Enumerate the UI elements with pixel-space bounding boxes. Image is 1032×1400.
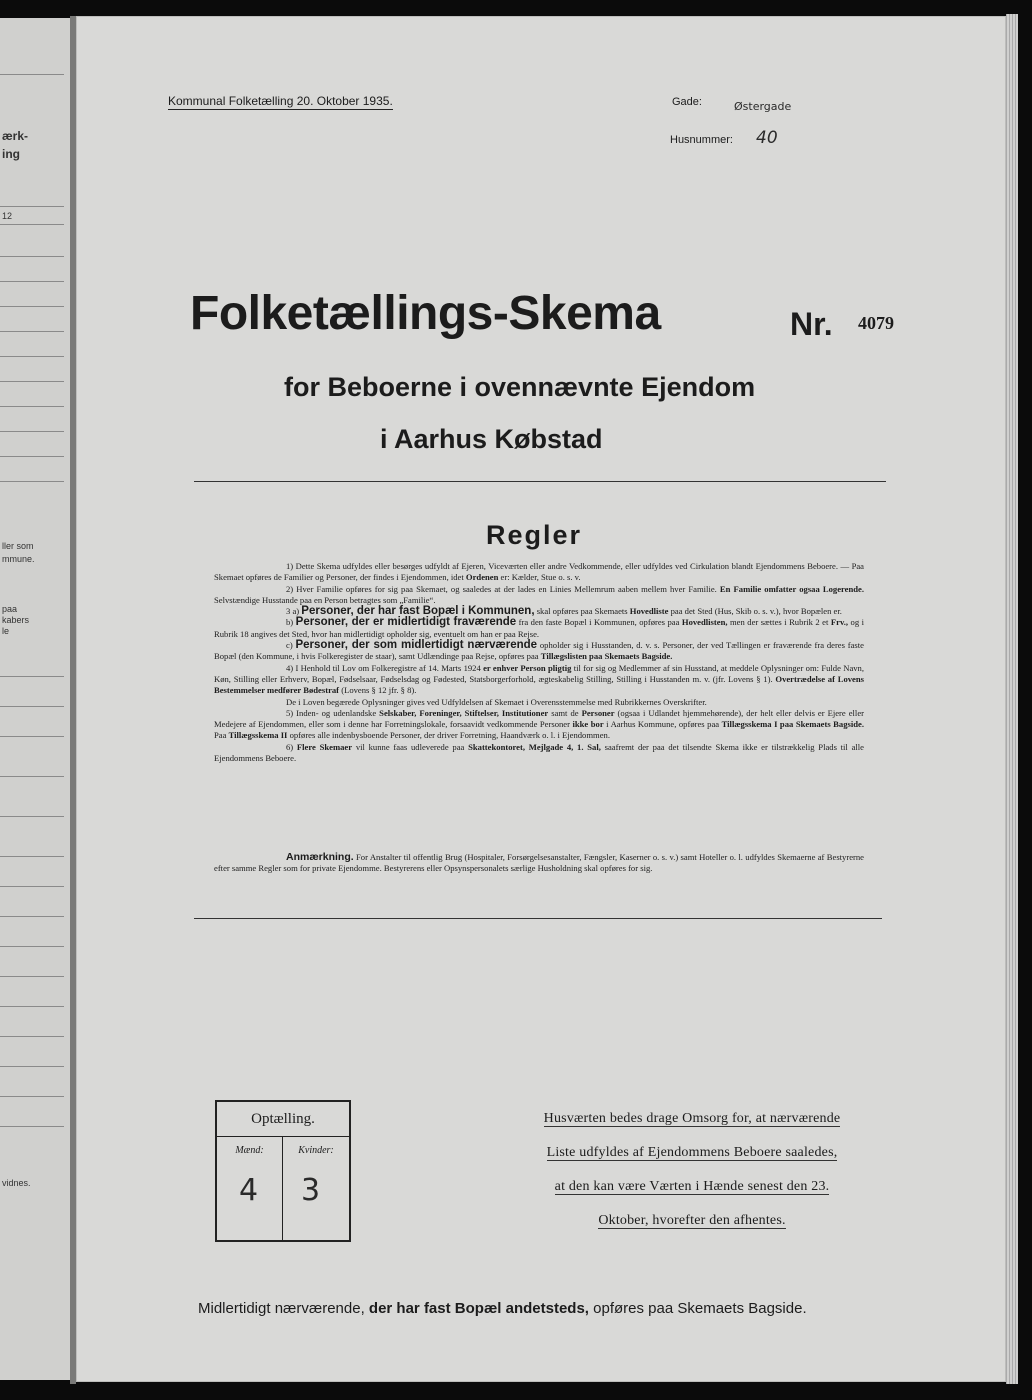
facing-page-fragment: ller som (2, 541, 34, 551)
facing-page (0, 18, 70, 1380)
notice-line: Liste udfyldes af Ejendommens Beboere saaledes, (546, 1145, 838, 1160)
facing-page-fragment: le (2, 626, 10, 636)
women-count: 3 (301, 1173, 321, 1208)
form-location: i Aarhus Købstad (380, 424, 603, 454)
census-form-page (76, 16, 1006, 1382)
census-line: Kommunal Folketælling 20. Oktober 1935. (168, 94, 393, 108)
rules-heading: Regler (486, 520, 583, 550)
notice-line: Husværten bedes drage Omsorg for, at nærværende (543, 1111, 841, 1126)
count-box (215, 1100, 351, 1242)
men-column (217, 1137, 283, 1240)
notice-line: at den kan være Værten i Hænde senest den 23. (554, 1179, 830, 1194)
form-number-value: 4079 (858, 313, 894, 333)
annotation-note: Anmærkning. For Anstalter til offentlig Brug (Hospitaler, Forsørgelsesanstalter, Fængsler, Kaserner o. s. v.) samt Hoteller o. l. udfyldes Skemaerne af Bestyrerne efter samme Regler som for private Ejendomme. Bestyrerens eller Opsynspersonalets særlige Husholdning skal opføres for sig. (214, 851, 864, 874)
women-label: Kvinder: (298, 1145, 334, 1156)
facing-page-fragment: ærk- (2, 129, 29, 143)
facing-page-fragment: paa (2, 604, 18, 614)
form-title: Folketællings-Skema (190, 287, 661, 340)
street-value: Østergade (734, 100, 792, 113)
divider (194, 918, 882, 919)
house-number-label: Husnummer: (670, 134, 733, 146)
house-number-value: 40 (756, 128, 778, 148)
street-label: Gade: (672, 96, 702, 108)
facing-page-fragment: ing (2, 147, 20, 161)
men-count: 4 (239, 1173, 259, 1208)
form-number-label: Nr. (790, 306, 833, 342)
facing-page-fragment: vidnes. (2, 1178, 31, 1188)
count-box-title: Optælling. (217, 1102, 349, 1137)
footer-instruction: Midlertidigt nærværende, der har fast Bopæl andetsteds, opføres paa Skemaets Bagside. (198, 1300, 807, 1317)
annotation-label: Anmærkning. (286, 851, 354, 863)
rules-text: 1) Dette Skema udfyldes eller besørges udfyldt af Ejeren, Viceværten eller andre Vedkommende, eller udfyldes ved Cirkulation blandt Ejendommens Beboere. — Paa Skemaet opføres de Familier og Personer, der findes i Ejendommen, idet Ordenen er: Kælder, Stue o. s. v. 2) Hver Familie opføres for sig paa Skemaet, og saaledes at der lades en Linies Mellemrum aaben mellem hver Familie. En Familie omfatter ogsaa Logerende. Selvstændige Husstande paa en Person betragtes som „Familie“. 3 a) Personer, der har fast Bopæl i Kommunen, skal opføres paa Skemaets Hovedliste paa det Sted (Hus, Skib o. s. v.), hvor Bopælen er. b) Personer, der er midlertidigt fraværende fra den faste Bopæl i Kommunen, opføres paa Hovedlisten, men der sættes i Rubrik 2 et Frv., og i Rubrik 18 angives det Sted, hvor han midlertidigt opholder sig, eventuelt om han er paa Rejse. c) Personer, der som midlertidigt nærværende opholder sig i Husstanden, d. v. s. Personer, der ved Tællingen er fraværende fra deres faste Bopæl (den Kommune, i hvis Folkeregister de staar), samt Udlændinge paa Rejse, opføres paa Tillægslisten paa Skemaets Bagside. 4) I Henhold til Lov om Folkeregistre af 14. Marts 1924 er enhver Person pligtig til for sig og Medlemmer af sin Husstand, at meddele Oplysninger om: Fulde Navn, Køn, Stilling eller Erhverv, Bopæl, Fødselsaar, Fødselsdag og Fødested, Statsborgerforhold, ægteskabelig Stilling, Stilling i Husstanden m. v. (jfr. Lovens § 1). Overtrædelse af Lovens Bestemmelser medfører Bødestraf (Lovens § 12 jfr. § 8). De i Loven begærede Oplysninger gives ved Udfyldelsen af Skemaet i Overensstemmelse med Rubrikkernes Overskrifter. 5) Inden- og udenlandske Selskaber, Foreninger, Stiftelser, Institutioner samt de Personer (ogsaa i Udlandet hjemmehørende), der helt eller delvis er Ejere eller Medejere af Ejendommen, eller som i denne har Forretningslokale, forsaavidt vedkommende Personer ikke bor i Aarhus Kommune, opføres paa Tillægsskema I paa Skemaets Bagside. Paa Tillægsskema II opføres alle indenbysboende Personer, der driver Forretning, Haandværk o. l. i Ejendommen. 6) Flere Skemaer vil kunne faas udleverede paa Skattekontoret, Mejlgade 4, 1. Sal, saafremt der paa det tilsendte Skema ikke er tilstrækkelig Plads til alle Ejendommens Beboere. (214, 561, 865, 764)
divider (194, 481, 886, 482)
form-subtitle: for Beboerne i ovennævnte Ejendom (284, 372, 756, 402)
facing-page-fragment: 12 (2, 211, 13, 221)
facing-page-fragment: kabers (2, 615, 30, 625)
facing-page-fragment: mmune. (2, 554, 35, 564)
page-edge (1006, 14, 1018, 1384)
landlord-notice (506, 1102, 878, 1238)
men-label: Mænd: (235, 1145, 264, 1156)
notice-line: Oktober, hvorefter den afhentes. (598, 1213, 786, 1228)
women-column (283, 1137, 349, 1240)
